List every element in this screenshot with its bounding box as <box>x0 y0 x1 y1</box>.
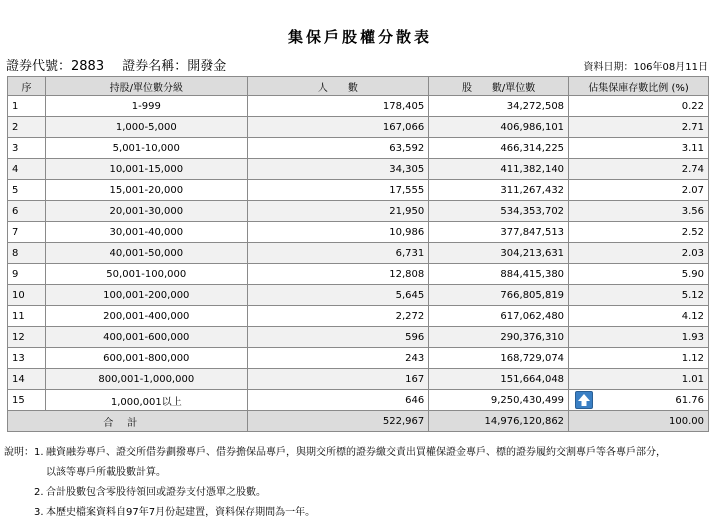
row-index <box>8 180 46 201</box>
row-index <box>8 390 46 411</box>
row-ratio-value: 3.11 <box>681 142 704 154</box>
row-ratio-value: 5.90 <box>681 268 704 280</box>
row-people-value: 5,645 <box>395 289 425 301</box>
row-ratio <box>569 327 709 348</box>
row-index <box>8 159 46 180</box>
row-ratio <box>569 369 709 390</box>
row-index-value: 1 <box>12 100 19 112</box>
row-people <box>247 159 429 180</box>
row-shares-value: 9,250,430,499 <box>490 394 565 406</box>
row-people-value: 17,555 <box>389 184 425 196</box>
row-people-value: 12,808 <box>389 268 425 280</box>
row-range <box>45 159 247 180</box>
note-text: 本歷史檔案資料自97年7月份起建置，資料保存期間為一年。 <box>46 507 316 518</box>
row-ratio <box>569 264 709 285</box>
row-index-value: 6 <box>12 205 19 217</box>
row-shares-value: 151,664,048 <box>500 373 565 385</box>
row-shares <box>429 180 569 201</box>
row-ratio <box>569 117 709 138</box>
header-range: 持股/單位數分級 <box>45 77 247 96</box>
table-row <box>8 159 709 180</box>
row-ratio <box>569 285 709 306</box>
row-people <box>247 348 429 369</box>
row-range-value: 5,001-10,000 <box>112 142 180 154</box>
row-range-value: 10,001-15,000 <box>109 163 184 175</box>
row-ratio-value: 1.01 <box>681 373 704 385</box>
table-row <box>8 138 709 159</box>
table-row <box>8 369 709 390</box>
table-row <box>8 348 709 369</box>
row-index <box>8 222 46 243</box>
row-shares-value: 884,415,380 <box>500 268 565 280</box>
row-shares-value: 168,729,074 <box>500 352 565 364</box>
row-index-value: 7 <box>12 226 19 238</box>
row-shares-value: 377,847,513 <box>500 226 565 238</box>
row-index <box>8 327 46 348</box>
row-shares-value: 411,382,140 <box>500 163 565 175</box>
row-index <box>8 348 46 369</box>
row-shares-value: 617,062,480 <box>500 310 565 322</box>
row-index-value: 9 <box>12 268 19 280</box>
total-shares: 14,976,120,862 <box>429 411 569 432</box>
row-ratio <box>569 222 709 243</box>
row-people <box>247 369 429 390</box>
header-ratio: 佔集保庫存數比例 (%) <box>569 77 709 96</box>
row-people-value: 178,405 <box>382 100 425 112</box>
row-shares-value: 304,213,631 <box>500 247 565 259</box>
row-range-value: 200,001-400,000 <box>103 310 190 322</box>
row-people <box>247 138 429 159</box>
row-ratio <box>569 306 709 327</box>
row-index <box>8 243 46 264</box>
table-row <box>8 285 709 306</box>
row-range-value: 20,001-30,000 <box>109 205 184 217</box>
row-index-value: 3 <box>12 142 19 154</box>
row-index-value: 13 <box>12 352 25 364</box>
table-row <box>8 306 709 327</box>
row-index <box>8 285 46 306</box>
notes <box>4 443 666 522</box>
row-index-value: 8 <box>12 247 19 259</box>
total-people: 522,967 <box>247 411 429 432</box>
note-row-2 <box>4 483 666 503</box>
row-index-value: 10 <box>12 289 25 301</box>
row-range <box>45 390 247 411</box>
row-range <box>45 201 247 222</box>
row-ratio <box>569 201 709 222</box>
table-row <box>8 264 709 285</box>
row-people-value: 596 <box>405 331 425 343</box>
row-index-value: 5 <box>12 184 19 196</box>
row-people <box>247 285 429 306</box>
row-range-value: 1,000,001以上 <box>110 396 182 408</box>
row-ratio-value: 2.07 <box>681 184 704 196</box>
scroll-top-button[interactable] <box>575 391 593 409</box>
row-range-value: 50,001-100,000 <box>106 268 187 280</box>
note-row-3 <box>4 503 666 522</box>
total-row <box>8 411 709 432</box>
row-shares <box>429 285 569 306</box>
row-shares <box>429 264 569 285</box>
row-people <box>247 327 429 348</box>
row-range-value: 100,001-200,000 <box>103 289 190 301</box>
row-range-value: 800,001-1,000,000 <box>98 373 195 385</box>
table-row <box>8 243 709 264</box>
row-shares-value: 766,805,819 <box>500 289 565 301</box>
row-index-value: 15 <box>12 394 25 406</box>
row-shares-value: 534,353,702 <box>500 205 565 217</box>
row-ratio <box>569 180 709 201</box>
table-row <box>8 222 709 243</box>
row-people <box>247 390 429 411</box>
row-shares <box>429 117 569 138</box>
row-index-value: 12 <box>12 331 25 343</box>
row-ratio-value: 2.71 <box>681 121 704 133</box>
row-people-value: 21,950 <box>389 205 425 217</box>
row-ratio-value: 2.74 <box>681 163 704 175</box>
row-ratio-value: 4.12 <box>681 310 704 322</box>
stock-name-label: 證券名稱： <box>122 59 188 74</box>
note-row-1 <box>4 443 666 463</box>
stock-info <box>6 55 240 74</box>
row-range <box>45 369 247 390</box>
total-ratio: 100.00 <box>569 411 709 432</box>
row-people-value: 646 <box>405 394 425 406</box>
row-shares <box>429 369 569 390</box>
row-shares <box>429 201 569 222</box>
header-people: 人 數 <box>247 77 429 96</box>
table-row <box>8 180 709 201</box>
header-index: 序 <box>8 77 46 96</box>
table-row <box>8 201 709 222</box>
row-range <box>45 96 247 117</box>
row-people-value: 167 <box>405 373 425 385</box>
row-shares <box>429 348 569 369</box>
table-row <box>8 117 709 138</box>
note-text: 合計股數包含零股待領回或證券支付憑單之股數。 <box>46 487 266 498</box>
row-range-value: 40,001-50,000 <box>109 247 184 259</box>
note-number: 2. <box>34 487 44 498</box>
row-people-value: 243 <box>405 352 425 364</box>
row-shares <box>429 306 569 327</box>
row-shares <box>429 243 569 264</box>
stock-code-label: 證券代號： <box>6 59 72 74</box>
row-range-value: 15,001-20,000 <box>109 184 184 196</box>
row-shares <box>429 159 569 180</box>
row-range <box>45 306 247 327</box>
stock-name-value: 開發金 <box>187 59 227 74</box>
shareholding-table <box>7 76 709 432</box>
row-ratio-value: 1.93 <box>681 331 704 343</box>
arrow-up-icon <box>576 392 592 408</box>
row-shares <box>429 138 569 159</box>
row-index <box>8 306 46 327</box>
note-text: 融資融券專戶、證交所借券劃撥專戶、借券擔保品專戶，與期交所標的證券繳交責出買權保證金專戶、標的證券履約交割專戶等各專戶部分， <box>46 447 666 458</box>
row-ratio <box>569 243 709 264</box>
row-ratio-value: 0.22 <box>681 100 704 112</box>
table-row <box>8 96 709 117</box>
stock-name <box>122 59 226 74</box>
row-ratio <box>569 96 709 117</box>
data-date: 資料日期：106年08月11日 <box>583 62 708 73</box>
row-ratio <box>569 159 709 180</box>
row-index-value: 2 <box>12 121 19 133</box>
row-people <box>247 306 429 327</box>
note-row-1-cont <box>4 463 666 483</box>
row-range-value: 30,001-40,000 <box>109 226 184 238</box>
row-ratio <box>569 348 709 369</box>
row-people-value: 167,066 <box>382 121 425 133</box>
row-shares-value: 311,267,432 <box>500 184 565 196</box>
row-index-value: 4 <box>12 163 19 175</box>
row-range <box>45 348 247 369</box>
stock-code-value: 2883 <box>71 59 105 74</box>
table-row <box>8 327 709 348</box>
row-shares-value: 466,314,225 <box>500 142 565 154</box>
row-index <box>8 264 46 285</box>
row-shares <box>429 390 569 411</box>
row-ratio-value: 1.12 <box>681 352 704 364</box>
row-people-value: 63,592 <box>389 142 425 154</box>
row-range-value: 1-999 <box>131 100 161 112</box>
notes-label: 說明： <box>4 447 34 458</box>
row-index <box>8 138 46 159</box>
row-people-value: 6,731 <box>395 247 425 259</box>
row-people <box>247 222 429 243</box>
row-index <box>8 369 46 390</box>
row-range <box>45 264 247 285</box>
row-people <box>247 243 429 264</box>
row-range <box>45 117 247 138</box>
row-ratio <box>569 390 709 411</box>
row-people <box>247 96 429 117</box>
row-shares <box>429 96 569 117</box>
row-index <box>8 201 46 222</box>
row-range <box>45 222 247 243</box>
row-index <box>8 117 46 138</box>
row-shares-value: 406,986,101 <box>500 121 565 133</box>
row-range <box>45 285 247 306</box>
row-range-value: 400,001-600,000 <box>103 331 190 343</box>
table-row <box>8 390 709 411</box>
row-range <box>45 327 247 348</box>
row-people-value: 2,272 <box>395 310 425 322</box>
stock-code <box>6 59 104 74</box>
page-title: 集保戶股權分散表 <box>287 28 432 46</box>
row-ratio-value: 3.56 <box>681 205 704 217</box>
total-label: 合計 <box>8 411 248 432</box>
row-people <box>247 117 429 138</box>
row-ratio <box>569 138 709 159</box>
row-index-value: 14 <box>12 373 25 385</box>
note-text: 以該等專戶所載股數計算。 <box>46 467 166 478</box>
row-people <box>247 180 429 201</box>
note-number: 3. <box>34 507 44 518</box>
header-shares: 股 數/單位數 <box>429 77 569 96</box>
row-shares-value: 34,272,508 <box>506 100 565 112</box>
row-range-value: 1,000-5,000 <box>115 121 177 133</box>
row-ratio-value: 2.03 <box>681 247 704 259</box>
row-ratio-value: 5.12 <box>681 289 704 301</box>
row-index-value: 11 <box>12 310 25 322</box>
table-header-row <box>8 77 709 96</box>
row-people-value: 10,986 <box>389 226 425 238</box>
row-range-value: 600,001-800,000 <box>103 352 190 364</box>
row-ratio-value: 61.76 <box>675 394 704 406</box>
row-range <box>45 138 247 159</box>
note-number: 1. <box>34 447 44 458</box>
row-shares <box>429 222 569 243</box>
row-people <box>247 201 429 222</box>
row-range <box>45 180 247 201</box>
row-shares-value: 290,376,310 <box>500 331 565 343</box>
row-people-value: 34,305 <box>389 163 425 175</box>
row-ratio-value: 2.52 <box>681 226 704 238</box>
row-index <box>8 96 46 117</box>
row-people <box>247 264 429 285</box>
row-range <box>45 243 247 264</box>
row-shares <box>429 327 569 348</box>
